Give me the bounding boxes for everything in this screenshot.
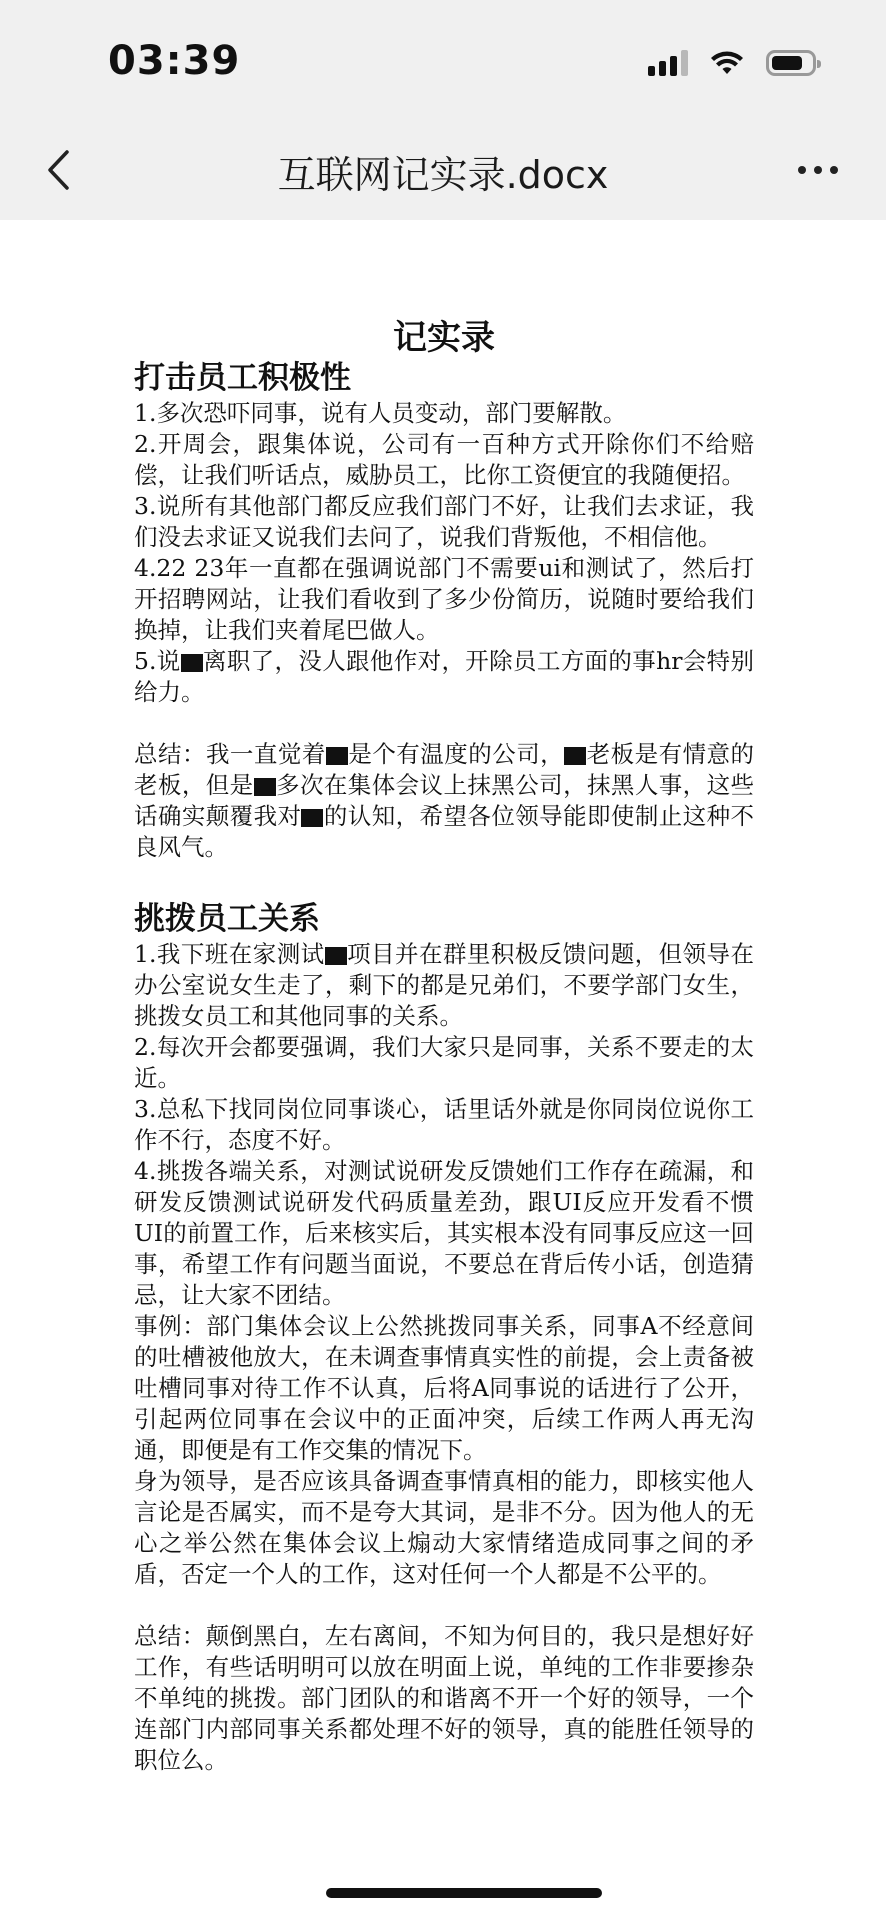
section2-summary: 总结：颠倒黑白，左右离间，不知为何目的，我只是想好好工作，有些话明明可以放在明面上说，单纯的工作非要掺杂不单纯的挑拨。部门团队的和谐离不开一个好的领导，一个连部门内部同事关系都处理不好的领导，真的能胜任领导的职位么。 — [134, 1622, 754, 1774]
top-chrome — [0, 0, 886, 220]
section2-item-4: 4.挑拨各端关系，对测试说研发反馈她们工作存在疏漏，和研发反馈测试说研发代码质量差劲，跟UI反应开发看不惯UI的前置工作，后来核实后，其实根本没有同事反应这一回事，希望工作有问题当面说，不要总在背后传小话，创造猜忌，让大家不团结。 — [134, 1157, 754, 1309]
redaction-block — [326, 747, 348, 765]
document-page[interactable] — [0, 220, 886, 1920]
document-content — [134, 318, 754, 1776]
battery-icon — [766, 50, 816, 76]
status-time: 03:39 — [108, 38, 241, 84]
redaction-block — [254, 778, 276, 796]
more-dots-icon — [798, 166, 806, 174]
redaction-block — [325, 947, 347, 965]
section1-item-4: 4.22 23年一直都在强调说部门不需要ui和测试了，然后打开招聘网站，让我们看收到了多少份简历，说随时要给我们换掉，让我们夹着尾巴做人。 — [134, 554, 754, 644]
section1-item-5: 5.说 离职了，没人跟他作对，开除员工方面的事hr会特别给力。 — [134, 647, 754, 706]
more-options-button[interactable] — [788, 142, 848, 198]
redaction-block — [181, 654, 203, 672]
status-icons — [648, 50, 816, 76]
section1-summary: 总结：我一直觉着 是个有温度的公司， 老板是有情意的老板，但是 多次在集体会议上抹黑公司，抹黑人事，这些话确实颠覆我对 的认知，希望各位领导能即使制止这种不良风气。 — [134, 740, 755, 861]
section2-example: 事例：部门集体会议上公然挑拨同事关系，同事A不经意间的吐槽被他放大，在未调查事情真实性的前提，会上责备被吐槽同事对待工作不认真，后将A同事说的话进行了公开，引起两位同事在会议中的正面冲突，后续工作两人再无沟通，即便是有工作交集的情况下。 — [134, 1312, 754, 1464]
section1-item-3: 3.说所有其他部门都反应我们部门不好，让我们去求证，我们没去求证又说我们去问了，说我们背叛他，不相信他。 — [134, 492, 754, 551]
redaction-block — [301, 809, 323, 827]
section1-item-1: 1.多次恐吓同事，说有人员变动，部门要解散。 — [134, 399, 627, 427]
signal-icon — [648, 50, 688, 76]
section2-reflection: 身为领导，是否应该具备调查事情真相的能力，即核实他人言论是否属实，而不是夸大其词，是非不分。因为他人的无心之举公然在集体会议上煽动大家情绪造成同事之间的矛盾，否定一个人的工作，这对任何一个人都是不公平的。 — [134, 1467, 754, 1588]
home-indicator[interactable] — [326, 1888, 602, 1898]
doc-heading: 记实录 — [393, 318, 495, 358]
section1-item-2: 2.开周会，跟集体说，公司有一百种方式开除你们不给赔偿，让我们听话点，威胁员工，比你工资便宜的我随便招。 — [134, 430, 754, 489]
status-bar — [0, 0, 886, 120]
document-title: 互联网记实录.docx — [277, 153, 609, 197]
navigation-bar — [0, 120, 886, 220]
section2-item-1: 1.我下班在家测试 项目并在群里积极反馈问题，但领导在办公室说女生走了，剩下的都是兄弟们，不要学部门女生，挑拨女员工和其他同事的关系。 — [134, 940, 755, 1030]
redaction-block — [564, 747, 586, 765]
wifi-icon — [710, 50, 744, 76]
section-heading-relations: 挑拨员工关系 — [134, 901, 320, 937]
section2-item-2: 2.每次开会都要强调，我们大家只是同事，关系不要走的太近。 — [134, 1033, 754, 1092]
section2-item-3: 3.总私下找同岗位同事谈心，话里话外就是你同岗位说你工作不行，态度不好。 — [134, 1095, 754, 1154]
section-heading-morale: 打击员工积极性 — [134, 360, 351, 396]
